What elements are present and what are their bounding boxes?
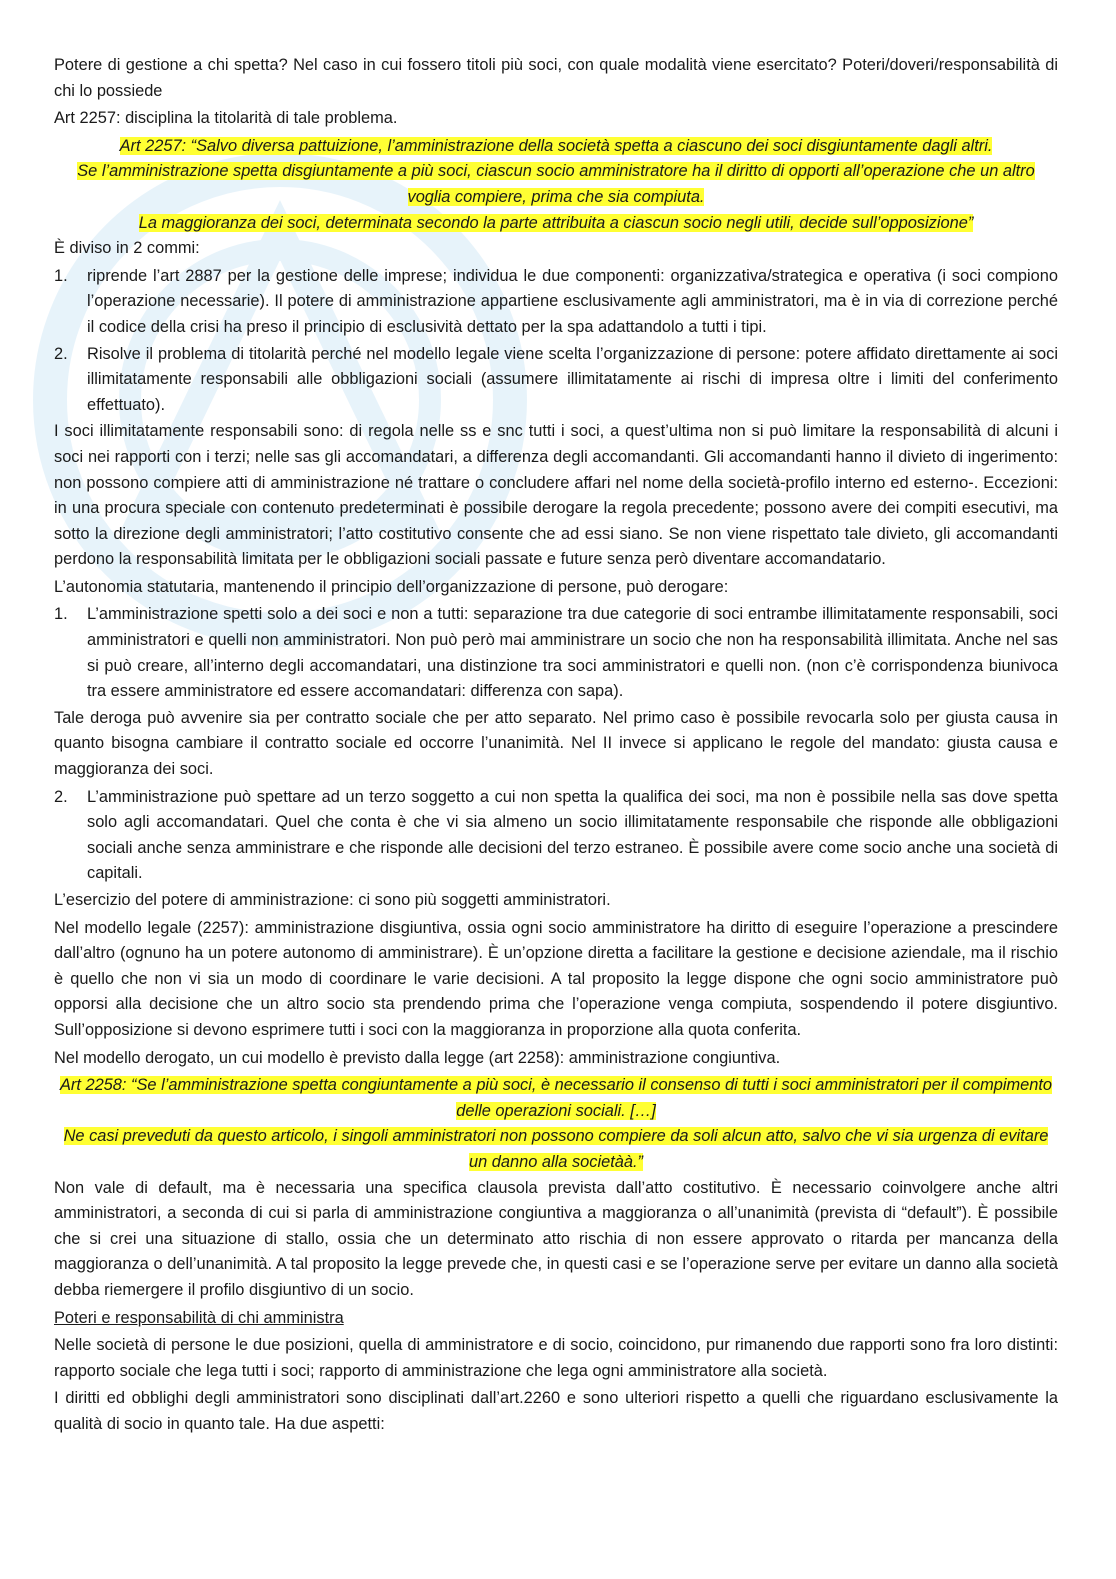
deroga-paragraph: Tale deroga può avvenire sia per contratto sociale che per atto separato. Nel primo caso è possibile revocarla solo per giusta causa in quanto bisogna cambiare il contratto sociale ed occorre l’unanimità. Nel II invece si applicano le regole del mandato: giusta causa e maggioranza dei soci. bbox=[54, 708, 1058, 779]
diritti-paragraph: I diritti ed obblighi degli amministratori sono disciplinati dall’art.2260 e sono ulteriori rispetto a quelli che riguardano esclusivamente la qualità di socio in quanto tale. Ha due aspetti: bbox=[54, 1389, 1058, 1433]
commi-list bbox=[54, 264, 1058, 419]
intro-question: Potere di gestione a chi spetta? Nel caso in cui fossero titoli più soci, con quale modalità viene esercitato? Poteri/doveri/responsabilità di chi lo possiede bbox=[54, 56, 1058, 100]
list-item bbox=[54, 264, 1058, 341]
highlighted-text: Ne casi preveduti da questo articolo, i singoli amministratori non possono compiere da soli alcun atto, salvo che vi sia urgenza di evitare un danno alla societàà.” bbox=[63, 1127, 1049, 1171]
modello-legale-paragraph: Nel modello legale (2257): amministrazione disgiuntiva, ossia ogni socio amministratore ha diritto di eseguire l’operazione a prescindere dall’altro (ognuno ha un potere autonomo di amministrare). È un’opzione diretta a facilitare la gestione e decisione aziendale, ma il rischio è quello che non vi sia un modo di coordinare le varie decisioni. A tal proposito la legge dispone che ogni socio amministratore può opporsi alla decisione che un altro socio sta prendendo prima che l’operazione venga compiuta, sospendendo il potere disgiuntivo. Sull’opposizione si devono esprimere tutti i soci con la maggioranza in proporzione alla quota conferita. bbox=[54, 918, 1058, 1039]
commi-intro: È diviso in 2 commi: bbox=[54, 239, 200, 258]
modello-derogato-line: Nel modello derogato, un cui modello è previsto dalla legge (art 2258): amministrazione congiuntiva. bbox=[54, 1048, 781, 1067]
quote-2257-line-2 bbox=[54, 159, 1058, 210]
deroga-list-2 bbox=[54, 785, 1058, 887]
highlighted-text: La maggioranza dei soci, determinata secondo la parte attribuita a ciascun socio negli utili, decide sull’opposizione” bbox=[138, 213, 974, 232]
deroga-list-1 bbox=[54, 602, 1058, 704]
posizioni-paragraph: Nelle società di persone le due posizioni, quella di amministratore e di socio, coincidono, pur rimanendo due rapporti sono fra loro distinti: rapporto sociale che lega tutti i soci; rapporto di amministrazione che lega ogni amministratore alla società. bbox=[54, 1336, 1058, 1380]
quote-2258-line-2 bbox=[54, 1124, 1058, 1175]
soci-paragraph: I soci illimitatamente responsabili sono: di regola nelle ss e snc tutti i soci, a quest’ultima non si può limitare la responsabilità di alcuni i soci nei rapporti con i terzi; nelle sas gli accomandatari, a differenza degli accomandanti. Gli accomandanti hanno il divieto di ingerimento: non possono compiere atti di amministrazione né trattare o concludere affari nel nome della società-profilo interno ed esterno-. Eccezioni: in una procura speciale con contenuto predeterminati è possibile derogare la regola precedente; possono avere dei compiti esecutivi, ma sotto la direzione degli amministratori; l’atto costitutivo consente che ad essi siano. Se non viene rispettato tale divieto, gli accomandanti perdono la responsabilità limitata per le obbligazioni sociali passate e future senza però diventare accomandatario. bbox=[54, 422, 1058, 569]
list-item bbox=[54, 342, 1058, 419]
list-number: 1. bbox=[54, 266, 68, 285]
highlighted-text: Se l’amministrazione spetta disgiuntamente a più soci, ciascun socio amministratore ha il diritto di opporti all’operazione che un altro voglia compiere, prima che sia compiuta. bbox=[77, 162, 1035, 206]
list-text: Risolve il problema di titolarità perché nel modello legale viene scelta l’organizzazione di persone: potere affidato direttamente ai soci illimitatamente responsabili alle obbligazioni sociali (assumere illimitatamente ai rischi di impresa oltre i limiti del conferimento effettuato). bbox=[87, 344, 1058, 414]
default-paragraph: Non vale di default, ma è necessaria una specifica clausola prevista dall’atto costitutivo. È necessario coinvolgere anche altri amministratori, a seconda di cui si parla di amministrazione congiuntiva a maggioranza o all’unanimità (prevista di “default”). È possibile che si crei una situazione di stallo, ossia che un determinato atto rischia di non essere approvato o ritarda per mancanza della maggioranza o dell’unanimità. A tal proposito la legge prevede che, in questi casi e se l’operazione serve per evitare un danno alla società debba riemergere il profilo disgiuntivo di un socio. bbox=[54, 1178, 1058, 1299]
quote-2257-line-3 bbox=[54, 211, 1058, 237]
document-page bbox=[54, 53, 1058, 1439]
list-text: L’amministrazione può spettare ad un terzo soggetto a cui non spetta la qualifica dei soci, ma non è possibile nella sas dove spetta solo agli accomandatari. Quel che conta è che vi sia almeno un socio illimitatamente responsabile che risponde alle obbligazioni sociali anche senza amministrare e che risponde alle decisioni del terzo estraneo. È possibile avere come socio anche una società di capitali. bbox=[87, 787, 1058, 883]
list-item bbox=[54, 602, 1058, 704]
autonomia-intro: L’autonomia statutaria, mantenendo il principio dell’organizzazione di persone, può derogare: bbox=[54, 577, 729, 596]
esercizio-line: L’esercizio del potere di amministrazione: ci sono più soggetti amministratori. bbox=[54, 891, 611, 909]
intro-art-2257: Art 2257: disciplina la titolarità di tale problema. bbox=[54, 109, 398, 128]
list-number: 2. bbox=[54, 787, 68, 806]
highlighted-text: Art 2257: “Salvo diversa pattuizione, l’amministrazione della società spetta a ciascuno dei soci disgiuntamente dagli altri. bbox=[119, 136, 993, 155]
quote-2258-line-1 bbox=[54, 1073, 1058, 1124]
quote-2257-line-1 bbox=[54, 134, 1058, 160]
list-number: 1. bbox=[54, 605, 68, 624]
highlighted-text: Art 2258: “Se l’amministrazione spetta congiuntamente a più soci, è necessario il consenso di tutti i soci amministratori per il compimento delle operazioni sociali. […] bbox=[59, 1076, 1053, 1120]
list-text: L’amministrazione spetti solo a dei soci e non a tutti: separazione tra due categorie di soci entrambe illimitatamente responsabili, soci amministratori e quelli non amministratori. Non può però mai amministrare un socio che non ha responsabilità illimitata. Anche nel sas si può creare, all’interno degli accomandatari, una distinzione tra soci amministratori e quelli non. (non c’è corrispondenza biunivoca tra essere amministratore ed essere accomandatari: differenza con sapa). bbox=[87, 605, 1058, 701]
list-number: 2. bbox=[54, 344, 68, 363]
list-item bbox=[54, 785, 1058, 887]
list-text: riprende l’art 2887 per la gestione delle imprese; individua le due componenti: organizzativa/strategica e operativa (i soci compiono l’operazione necessarie). Il potere di amministrazione appartiene esclusivamente agli amministratori, ma è in via di correzione perché il codice della crisi ha preso il principio di esclusività dettato per la spa adattandolo a tutti i tipi. bbox=[87, 266, 1058, 336]
section-heading: Poteri e responsabilità di chi amministra bbox=[54, 1308, 344, 1327]
